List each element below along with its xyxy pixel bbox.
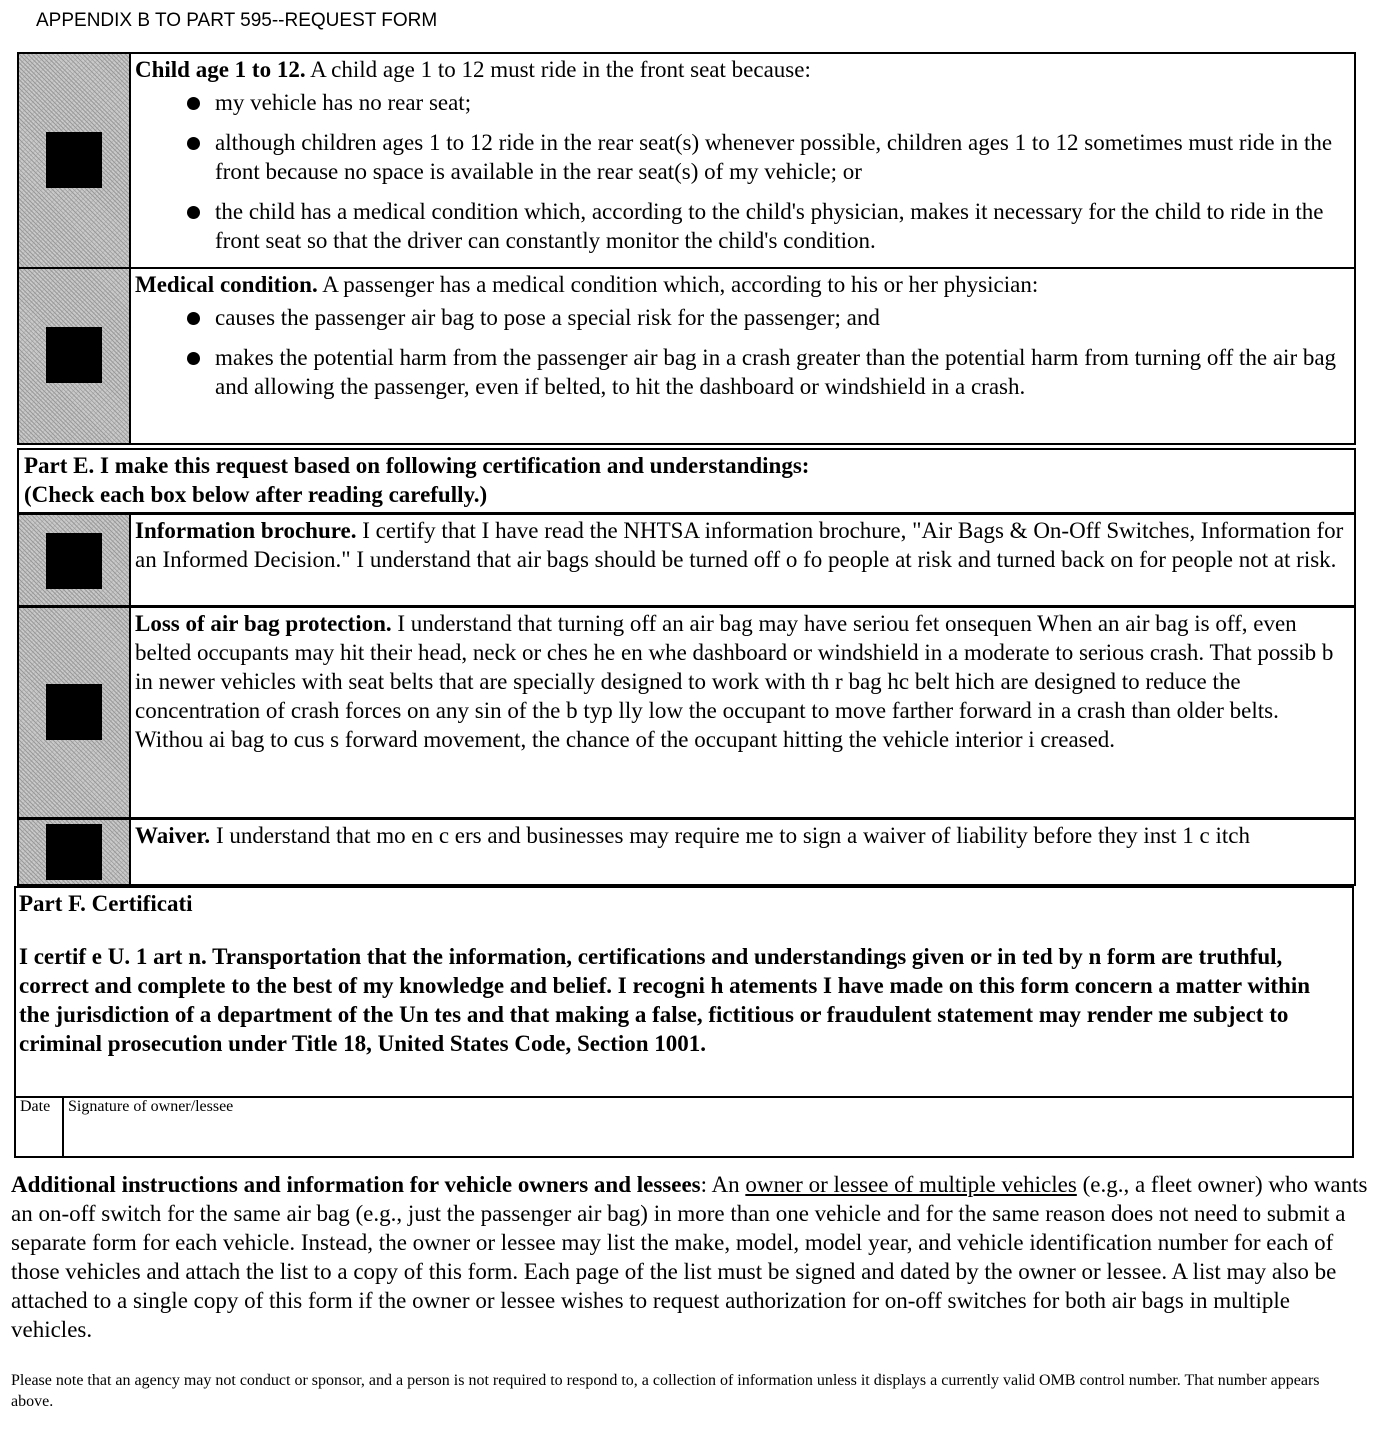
medical-content (135, 270, 1348, 401)
checkbox-cell[interactable] (19, 608, 131, 817)
brochure-text: I certify that I have read the NHTSA information brochure, "Air Bags & On-Off Switches, Information for an Informed Decision." I understand that air bags should be turned off o fo people at risk and turned back on for people not at risk. (135, 518, 1344, 572)
part-e-heading (24, 451, 1344, 509)
checkbox-cell[interactable] (19, 54, 131, 267)
brochure-heading: Information brochure. (135, 518, 357, 543)
signature-label: Signature of owner/lessee (68, 1098, 234, 1115)
page-header: APPENDIX B TO PART 595--REQUEST FORM (36, 10, 438, 31)
additional-text: (e.g., a fleet owner) who wants an on-off switch for the same air bag (e.g., just the passenger air bag) in more than one vehicle and for the same reason does not need to submit a separate form for each vehicle. Instead, the owner or lessee may list the make, model, model year, and vehicle identification number for each of those vehicles and attach the list to a copy of this form. Each page of the list must be signed and dated by the owner or lessee. A list may also be attached to a single copy of this form if the owner or lessee wishes to request authorization for on-off switches for both air bags in multiple vehicles. (11, 1172, 1368, 1342)
part-e-line1: Part E. I make this request based on following certification and understandings: (24, 453, 810, 478)
part-e-row (17, 448, 1356, 514)
brochure-row (17, 513, 1356, 607)
signature-divider (62, 1096, 64, 1156)
multiple-vehicles-link: owner or lessee of multiple vehicles (745, 1172, 1077, 1197)
checkbox-child-age[interactable] (46, 132, 102, 188)
bullet-item: although children ages 1 to 12 ride in the rear seat(s) whenever possible, children ages 1 to 12 sometimes must ride in the front because no space is available in the rear seat(s) of my vehicle; or (135, 128, 1348, 186)
medical-row (17, 267, 1356, 445)
child-age-intro: A child age 1 to 12 must ride in the front seat because: (305, 57, 811, 82)
waiver-content (135, 821, 1348, 850)
checkbox-waiver[interactable] (46, 824, 102, 880)
part-f-row (14, 886, 1354, 1098)
loss-heading: Loss of air bag protection. (135, 611, 392, 636)
additional-instructions (11, 1170, 1371, 1344)
waiver-heading: Waiver. (135, 823, 211, 848)
medical-heading: Medical condition. (135, 272, 318, 297)
loss-row (17, 606, 1356, 819)
additional-heading: Additional instructions and information for vehicle owners and lessees (11, 1172, 701, 1197)
checkbox-loss[interactable] (46, 684, 102, 740)
bullet-item: my vehicle has no rear seat; (135, 88, 1348, 117)
part-f-heading: Part F. Certificati (19, 891, 193, 916)
part-e-line2: (Check each box below after reading carefully.) (24, 482, 488, 507)
bullet-item: causes the passenger air bag to pose a special risk for the passenger; and (135, 303, 1348, 332)
waiver-text: I understand that mo en c ers and businesses may require me to sign a waiver of liability before they inst 1 c itch (210, 823, 1251, 848)
certification-text: I certif e U. 1 art n. Transportation that the information, certifications and understandings given or in ted by n form are truthful, correct and complete to the best of my knowledge and belief. I recogni h atements I have made on this form concern a matter within the jurisdiction of a department of the Un tes and that making a false, fictitious or fraudulent statement may render me subject to criminal prosecution under Title 18, United States Code, Section 1001. (19, 944, 1311, 1056)
loss-text: I understand that turning off an air bag may have seriou fet onsequen When an air bag is off, even belted occupants may hit their head, neck or ches he en whe dashboard or windshield in a moderate to serious crash. That possib b in newer vehicles with seat belts that are specially designed to work with th r bag hc belt hich are designed to reduce the concentration of crash forces on any sin of the b typ lly low the occupant to move farther forward in a crash than older belts. Withou ai bag to cus s forward movement, the chance of the occupant hitting the vehicle interior i creased. (135, 611, 1334, 752)
date-label: Date (20, 1098, 51, 1115)
checkbox-cell[interactable] (19, 820, 131, 884)
child-age-row (17, 52, 1356, 269)
checkbox-medical[interactable] (46, 327, 102, 383)
omb-footnote: Please note that an agency may not conduct or sponsor, and a person is not required to respond to, a collection of information unless it displays a currently valid OMB control number. That number appears above. (11, 1372, 1320, 1410)
brochure-content (135, 516, 1348, 574)
child-age-content (135, 55, 1348, 266)
bullet-item: the child has a medical condition which, according to the child's physician, makes it necessary for the child to ride in the front seat so that the driver can constantly monitor the child's condition. (135, 197, 1348, 255)
loss-content (135, 609, 1348, 754)
waiver-row (17, 818, 1356, 886)
signature-row (14, 1096, 1354, 1158)
bullet-item: makes the potential harm from the passenger air bag in a crash greater than the potential harm from turning off the air bag and allowing the passenger, even if belted, to hit the dashboard or windshield in a crash. (135, 343, 1348, 401)
medical-intro: A passenger has a medical condition which, according to his or her physician: (317, 272, 1039, 297)
child-age-heading: Child age 1 to 12. (135, 57, 306, 82)
checkbox-cell[interactable] (19, 269, 131, 443)
checkbox-cell[interactable] (19, 515, 131, 605)
checkbox-brochure[interactable] (46, 533, 102, 589)
additional-pre: : An (700, 1172, 746, 1197)
